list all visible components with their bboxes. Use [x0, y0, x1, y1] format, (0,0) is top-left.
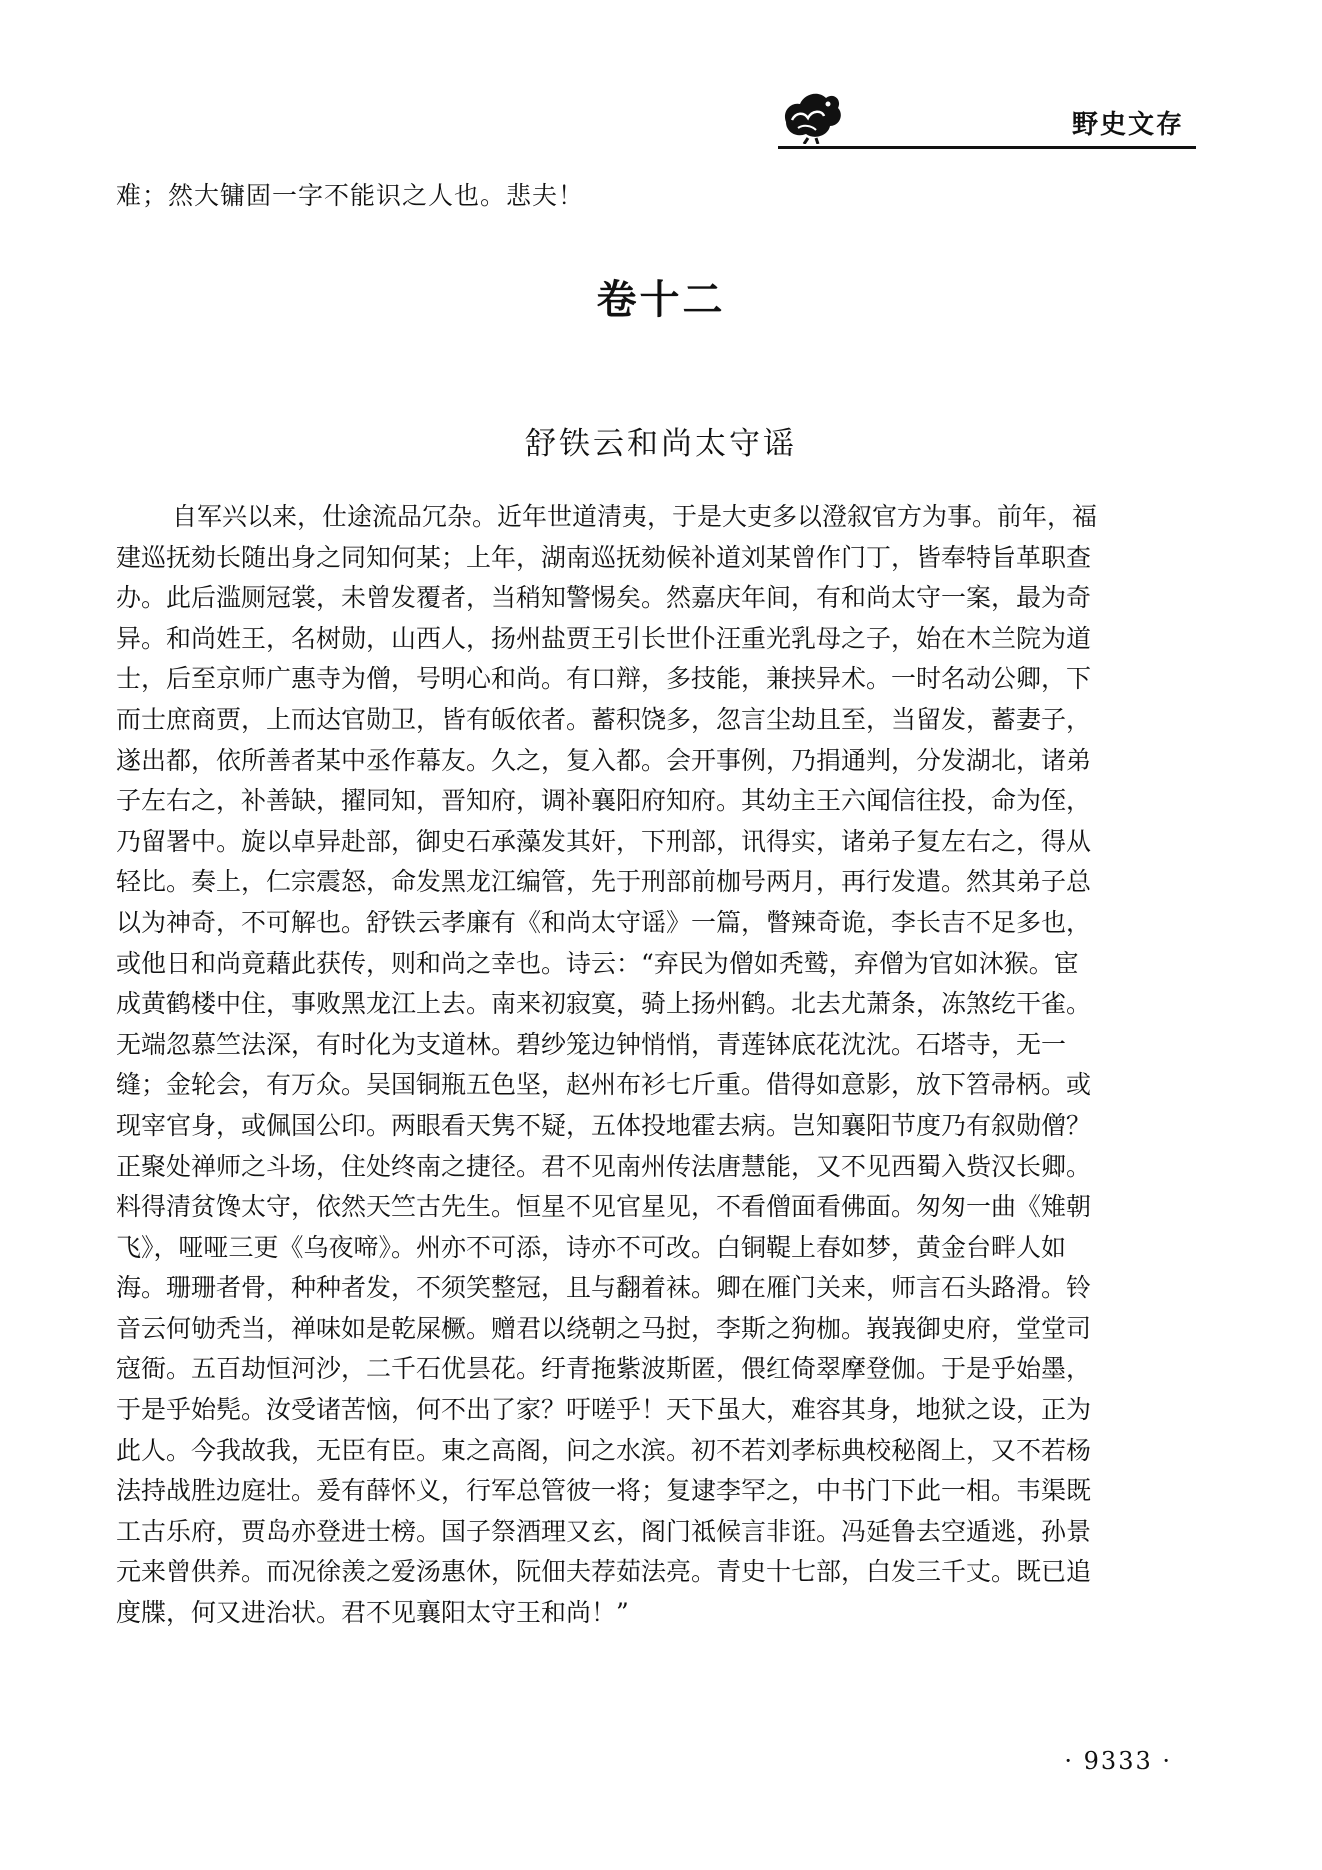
- body-line: 办。此后滥厕冠裳，未曾发覆者，当稍知警惕矣。然嘉庆年间，有和尚太守一案，最为奇: [116, 583, 1092, 613]
- page-number: · 9333 ·: [1064, 1747, 1172, 1775]
- body-line: 元来曾供养。而况徐羡之爱汤惠休，阮佃夫荐茹法亮。青史十七部，白发三千丈。既已追: [116, 1557, 1092, 1587]
- dragon-emblem-icon: [778, 82, 846, 144]
- body-line: 度牒，何又进治状。君不见襄阳太守王和尚！”: [116, 1598, 629, 1628]
- body-line: 乃留署中。旋以卓异赴部，御史石承藻发其奸，下刑部，讯得实，诸弟子复左右之，得从: [116, 826, 1092, 856]
- body-line: 料得清贫馋太守，依然天竺古先生。恒星不见官星见，不看僧面看佛面。匆匆一曲《雉朝: [116, 1192, 1092, 1222]
- body-line: 而士庶商贾，上而达官勋卫，皆有皈依者。蓄积饶多，忽言尘劫且至，当留发，蓄妻子，: [116, 704, 1092, 734]
- body-line: 无端忽慕竺法深，有时化为支道林。碧纱笼边钟悄悄，青莲钵底花沈沈。石塔寺，无一: [116, 1029, 1067, 1059]
- body-line: 建巡抚劾长随出身之同知何某；上年，湖南巡抚劾候补道刘某曾作门丁，皆奉特旨革职查: [116, 542, 1092, 572]
- body-line: 缝；金轮会，有万众。吴国铜瓶五色坚，赵州布衫七斤重。借得如意影，放下笤帚柄。或: [116, 1070, 1092, 1100]
- body-line: 现宰官身，或佩国公印。两眼看天隽不疑，五体投地霍去病。岂知襄阳节度乃有叙勋僧？: [116, 1110, 1092, 1140]
- body-line: 以为神奇，不可解也。舒铁云孝廉有《和尚太守谣》一篇，瞥辣奇诡，李长吉不足多也，: [116, 907, 1092, 937]
- body-line: 正聚处禅师之斗场，住处终南之捷径。君不见南州传法唐慧能，又不见西蜀入赀汉长卿。: [116, 1151, 1092, 1181]
- body-line: 自军兴以来，仕途流品冗杂。近年世道清夷，于是大吏多以澄叙官方为事。前年，福: [172, 502, 1098, 531]
- section-title: 舒铁云和尚太守谣: [525, 426, 797, 462]
- continuation-line: 难；然大镛固一字不能识之人也。悲夫！: [116, 181, 585, 210]
- body-line: 子左右之，补善缺，擢同知，晋知府，调补襄阳府知府。其幼主王六闻信往投，命为侄，: [116, 786, 1092, 816]
- body-line: 法持战胜边庭壮。爰有薛怀义，行军总管彼一将；复逮李罕之，中书门下此一相。韦渠既: [116, 1476, 1092, 1506]
- body-line: 于是乎始髡。汝受诸苦恼，何不出了家？吁嗟乎！天下虽大，难容其身，地狱之设，正为: [116, 1395, 1092, 1425]
- body-line: 工古乐府，贾岛亦登进士榜。国子祭酒理又玄，阁门祗候言非诳。冯延鲁去空遁逃，孙景: [116, 1516, 1092, 1546]
- body-line: 寇衙。五百劫恒河沙，二千石优昙花。纡青拖紫波斯匿，偎红倚翠摩登伽。于是乎始墨，: [116, 1354, 1092, 1384]
- body-line: 成黄鹤楼中住，事败黑龙江上去。南来初寂寞，骑上扬州鹤。北去尤萧条，冻煞纥干雀。: [116, 989, 1092, 1019]
- body-line: 海。珊珊者骨，种种者发，不须笑整冠，且与翻着袜。卿在雁门关来，师言石头路滑。铃: [116, 1273, 1092, 1303]
- body-line: 轻比。奏上，仁宗震怒，命发黑龙江编管，先于刑部前枷号两月，再行发遣。然其弟子总: [116, 867, 1092, 897]
- body-line: 士，后至京师广惠寺为僧，号明心和尚。有口辩，多技能，兼挟异术。一时名动公卿，下: [116, 664, 1092, 694]
- chapter-title: 卷十二: [596, 277, 726, 323]
- body-line: 异。和尚姓王，名树勋，山西人，扬州盐贾王引长世仆汪重光乳母之子，始在木兰院为道: [116, 623, 1092, 653]
- body-text: [116, 497, 1204, 1634]
- body-line: 此人。今我故我，无臣有臣。東之高阁，问之水滨。初不若刘孝标典校秘阁上，又不若杨: [116, 1435, 1092, 1465]
- running-header: [778, 80, 1196, 152]
- body-line: 遂出都，依所善者某中丞作幕友。久之，复入都。会开事例，乃捐通判，分发湖北，诸弟: [116, 745, 1092, 775]
- body-line: 飞》，哑哑三更《乌夜啼》。州亦不可添，诗亦不可改。白铜鞮上春如梦，黄金台畔人如: [116, 1232, 1067, 1262]
- header-title: 野史文存: [1071, 110, 1184, 140]
- body-line: 音云何劬秃当，禅味如是乾屎橛。赠君以绕朝之马挝，李斯之狗枷。峩峩御史府，堂堂司: [116, 1313, 1092, 1343]
- body-line: 或他日和尚竟藉此获传，则和尚之幸也。诗云：“弃民为僧如秃鹫，弃僧为官如沐猴。宦: [116, 948, 1079, 978]
- header-divider: [778, 146, 1196, 149]
